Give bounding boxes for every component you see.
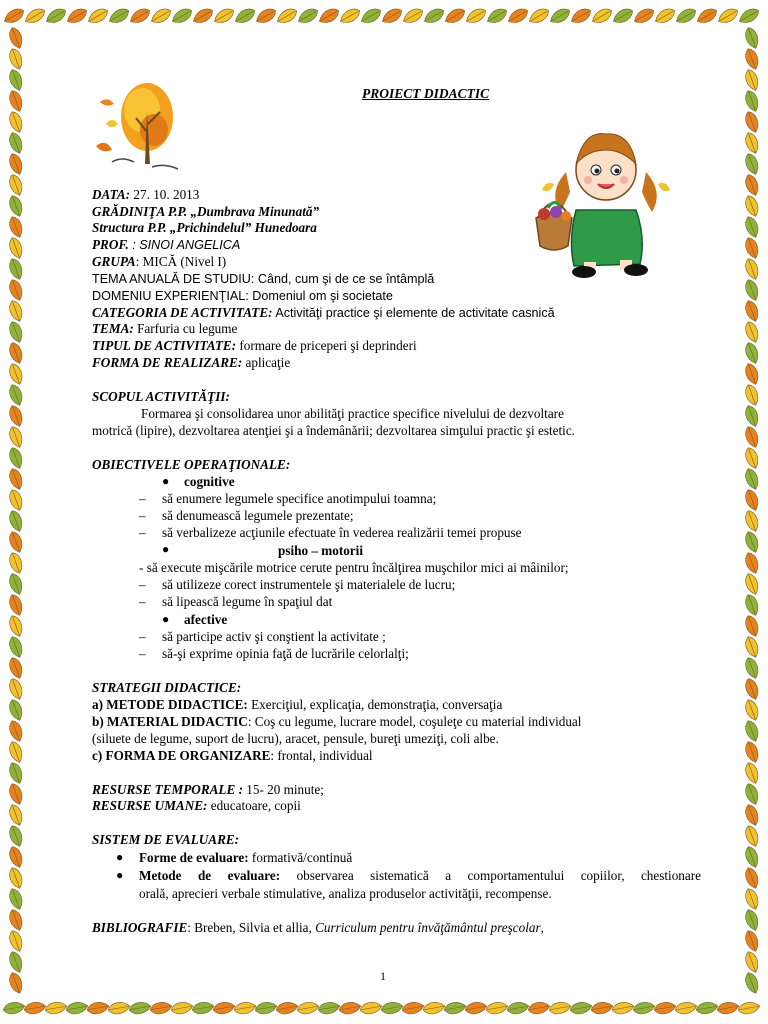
- leaf-icon: [743, 530, 761, 555]
- scope-text-line-1: Formarea şi consolidarea unor abilităţi practice specifice nivelului de dezvoltare: [141, 406, 564, 421]
- leaf-icon: [7, 110, 25, 135]
- leaf-icon: [7, 383, 25, 408]
- objectives-heading: OBIECTIVELE OPERAŢIONALE:: [92, 457, 291, 472]
- leaf-icon: [7, 488, 25, 513]
- leaf-icon: [7, 929, 25, 954]
- leaf-icon: [7, 908, 25, 933]
- leaf-icon: [743, 887, 761, 912]
- leaf-icon: [149, 6, 174, 27]
- leaf-icon: [743, 593, 761, 618]
- leaf-icon: [743, 719, 761, 744]
- leaf-icon: [443, 6, 468, 27]
- leaf-icon: [548, 6, 573, 27]
- activity-type-label: TIPUL DE ACTIVITATE:: [92, 338, 237, 353]
- leaf-icon: [23, 6, 48, 27]
- leaf-icon: [653, 6, 678, 27]
- methods-label: a) METODE DIDACTICE:: [92, 697, 248, 712]
- affective-label: afective: [184, 612, 228, 627]
- teacher-label: PROF.: [92, 237, 129, 252]
- leaf-icon: [7, 950, 25, 975]
- leaf-icon: [128, 1001, 152, 1016]
- leaf-icon: [296, 6, 321, 27]
- leaf-icon: [275, 1001, 299, 1016]
- leaf-icon: [338, 1001, 362, 1016]
- methods-value: Exerciţiul, explicaţia, demonstraţia, conversaţia: [247, 697, 503, 712]
- leaf-icon: [7, 803, 25, 828]
- teacher-value: : SINOI ANGELICA: [128, 238, 241, 252]
- leaf-icon: [506, 6, 531, 27]
- time-resources-line: [92, 782, 324, 798]
- leaf-icon: [7, 131, 25, 156]
- leaf-icon: [7, 698, 25, 723]
- leaf-icon: [7, 47, 25, 72]
- leaf-icon: [191, 6, 216, 27]
- leaf-icon: [743, 950, 761, 975]
- page-number: 1: [380, 969, 386, 983]
- bibliography-title: Curriculum pentru învăţământul preşcolar: [315, 920, 541, 935]
- leaf-icon: [743, 488, 761, 513]
- structure-line: Structura P.P. „Prichindelul” Hunedoara: [92, 220, 317, 235]
- material-line: [92, 714, 581, 730]
- leaf-icon: [7, 635, 25, 660]
- organization-label: c) FORMA DE ORGANIZARE: [92, 748, 271, 763]
- leaf-icon: [233, 1001, 257, 1016]
- leaf-icon: [743, 572, 761, 597]
- leaf-icon: [485, 6, 510, 27]
- leaf-icon: [743, 824, 761, 849]
- autumn-tree-illustration: [92, 72, 188, 172]
- leaf-icon: [7, 215, 25, 240]
- leaf-icon: [743, 383, 761, 408]
- leaf-icon: [317, 6, 342, 27]
- dash-marker: –: [139, 646, 146, 661]
- leaf-icon: [743, 677, 761, 702]
- leaf-icon: [7, 236, 25, 261]
- activity-category-label: CATEGORIA DE ACTIVITATE:: [92, 305, 273, 320]
- psychomotor-label: psiho – motorii: [278, 543, 363, 558]
- leaf-icon: [743, 446, 761, 471]
- leaf-icon: [275, 6, 300, 27]
- leaf-icon: [65, 6, 90, 27]
- leaf-icon: [7, 971, 25, 996]
- evaluation-methods-label: Metode de evaluare:: [139, 868, 281, 883]
- dash-marker: –: [139, 577, 146, 592]
- organization-value: : frontal, individual: [270, 748, 373, 763]
- leaf-icon: [743, 320, 761, 345]
- leaf-icon: [674, 1001, 698, 1016]
- leaf-icon: [7, 761, 25, 786]
- leaf-icon: [7, 278, 25, 303]
- bibliography-label: BIBLIOGRAFIE: [92, 920, 188, 935]
- leaf-icon: [107, 1001, 131, 1016]
- leaf-icon: [743, 551, 761, 576]
- leaf-icon: [44, 6, 69, 27]
- theme-value: Farfuria cu legume: [133, 321, 238, 336]
- leaf-icon: [401, 1001, 425, 1016]
- leaf-icon: [527, 1001, 551, 1016]
- material-label: b) MATERIAL DIDACTIC: [92, 714, 248, 729]
- leaf-icon: [743, 299, 761, 324]
- leaf-icon: [716, 1001, 740, 1016]
- form-line: [92, 355, 290, 371]
- leaf-icon: [743, 845, 761, 870]
- leaf-icon: [7, 572, 25, 597]
- bibliography-line: [92, 920, 544, 936]
- bibliography-tail: ,: [540, 920, 544, 935]
- leaf-icon: [7, 194, 25, 219]
- leaf-icon: [569, 6, 594, 27]
- list-item: să denumească legumele prezentate;: [162, 508, 354, 523]
- leaf-icon: [7, 89, 25, 114]
- leaf-icon: [2, 6, 27, 27]
- leaf-icon: [743, 152, 761, 177]
- evaluation-methods-line: [139, 868, 701, 884]
- leaf-icon: [170, 6, 195, 27]
- leaf-icon: [743, 656, 761, 681]
- leaf-icon: [7, 68, 25, 93]
- leaf-icon: [7, 362, 25, 387]
- leaf-icon: [590, 6, 615, 27]
- leaf-icon: [611, 1001, 635, 1016]
- leaf-icon: [743, 110, 761, 135]
- bullet-icon: ●: [162, 474, 170, 488]
- leaf-icon: [695, 6, 720, 27]
- leaf-icon: [233, 6, 258, 27]
- leaf-icon: [485, 1001, 509, 1016]
- leaf-icon: [254, 6, 279, 27]
- leaf-icon: [743, 362, 761, 387]
- dash-marker: –: [139, 491, 146, 506]
- leaf-icon: [527, 6, 552, 27]
- leaf-icon: [743, 68, 761, 93]
- leaf-icon: [743, 740, 761, 765]
- material-value: : Coş cu legume, lucrare model, coşuleţe cu material individual: [247, 714, 582, 729]
- bullet-icon: ●: [162, 542, 170, 556]
- leaf-icon: [7, 26, 25, 51]
- theme-label: TEMA:: [92, 321, 134, 336]
- dash-marker: –: [139, 629, 146, 644]
- leaf-icon: [191, 1001, 215, 1016]
- leaf-icon: [743, 782, 761, 807]
- leaf-icon: [7, 425, 25, 450]
- leaf-icon: [7, 824, 25, 849]
- evaluation-methods-line-2: orală, aprecieri verbale stimulative, analiza produselor activităţii, recompense.: [139, 886, 552, 901]
- leaf-icon: [7, 866, 25, 891]
- leaf-icon: [743, 425, 761, 450]
- leaf-icon: [7, 887, 25, 912]
- leaf-icon: [743, 635, 761, 660]
- leaf-icon: [7, 173, 25, 198]
- leaf-icon: [743, 698, 761, 723]
- leaf-icon: [464, 6, 489, 27]
- leaf-icon: [653, 1001, 677, 1016]
- leaf-icon: [107, 6, 132, 27]
- group-label: GRUPA: [92, 254, 136, 269]
- leaf-icon: [7, 614, 25, 639]
- leaf-icon: [743, 803, 761, 828]
- leaf-icon: [743, 866, 761, 891]
- leaf-icon: [716, 6, 741, 27]
- experiential-domain-line: DOMENIU EXPERIENŢIAL: Domeniul om şi societate: [92, 289, 393, 303]
- page-title: PROIECT DIDACTIC: [362, 86, 490, 101]
- leaf-icon: [743, 509, 761, 534]
- leaf-icon: [743, 614, 761, 639]
- leaf-icon: [506, 1001, 530, 1016]
- leaf-icon: [743, 929, 761, 954]
- annual-theme-line: TEMA ANUALĂ DE STUDIU: Când, cum şi de ce se întâmplă: [92, 272, 435, 286]
- leaf-icon: [743, 278, 761, 303]
- girl-with-basket-illustration: [526, 122, 686, 282]
- leaf-icon: [674, 6, 699, 27]
- leaf-icon: [632, 1001, 656, 1016]
- leaf-icon: [7, 782, 25, 807]
- dash-marker: –: [139, 508, 146, 523]
- leaf-icon: [743, 173, 761, 198]
- bullet-icon: ●: [162, 612, 170, 626]
- leaf-icon: [7, 320, 25, 345]
- evaluation-heading: SISTEM DE EVALUARE:: [92, 832, 240, 847]
- evaluation-forms-line: [139, 850, 352, 866]
- leaf-icon: [737, 6, 762, 27]
- theme-line: [92, 321, 237, 337]
- leaf-icon: [254, 1001, 278, 1016]
- human-resources-label: RESURSE UMANE:: [92, 798, 208, 813]
- leaf-icon: [569, 1001, 593, 1016]
- leaf-icon: [743, 257, 761, 282]
- leaf-icon: [7, 530, 25, 555]
- leaf-icon: [170, 1001, 194, 1016]
- bullet-icon: ●: [116, 868, 124, 882]
- list-item: - să execute mişcările motrice cerute pentru încălţirea muşchilor mici ai mâinilor;: [139, 560, 569, 575]
- leaf-icon: [338, 6, 363, 27]
- leaf-icon: [296, 1001, 320, 1016]
- leaf-icon: [7, 152, 25, 177]
- evaluation-forms-label: Forme de evaluare:: [139, 850, 249, 865]
- leaf-icon: [743, 404, 761, 429]
- list-item: să lipească legume în spaţiul dat: [162, 594, 333, 609]
- leaf-icon: [86, 6, 111, 27]
- leaf-icon: [743, 215, 761, 240]
- methods-line: [92, 697, 502, 713]
- leaf-icon: [737, 1001, 761, 1016]
- leaf-icon: [7, 551, 25, 576]
- leaf-icon: [7, 341, 25, 366]
- scope-text-line-2: motrică (lipire), dezvoltarea atenţiei şi a îndemânării; dezvoltarea simţului practic şi estetic.: [92, 423, 575, 438]
- form-label: FORMA DE REALIZARE:: [92, 355, 243, 370]
- leaf-icon: [743, 971, 761, 996]
- leaf-icon: [743, 89, 761, 114]
- leaf-icon: [590, 1001, 614, 1016]
- leaf-icon: [743, 908, 761, 933]
- leaf-icon: [128, 6, 153, 27]
- leaf-icon: [359, 1001, 383, 1016]
- leaf-icon: [743, 467, 761, 492]
- leaf-icon: [611, 6, 636, 27]
- list-item: să-şi exprime opinia faţă de lucrările celorlalţi;: [162, 646, 409, 661]
- leaf-icon: [2, 1001, 26, 1016]
- leaf-icon: [7, 719, 25, 744]
- dash-marker: –: [139, 594, 146, 609]
- bibliography-authors: : Breben, Silvia et allia,: [187, 920, 316, 935]
- kindergarten-line: GRĂDINIŢA P.P. „Dumbrava Minunată”: [92, 204, 320, 219]
- leaf-icon: [359, 6, 384, 27]
- leaf-icon: [7, 593, 25, 618]
- group-value: : MICĂ (Nivel I): [135, 254, 227, 269]
- time-resources-value: 15- 20 minute;: [242, 782, 324, 797]
- leaf-icon: [464, 1001, 488, 1016]
- leaf-icon: [317, 1001, 341, 1016]
- form-value: aplicaţie: [242, 355, 291, 370]
- leaf-icon: [548, 1001, 572, 1016]
- list-item: să enumere legumele specifice anotimpului toamna;: [162, 491, 437, 506]
- date-value: 27. 10. 2013: [130, 187, 200, 202]
- leaf-icon: [7, 467, 25, 492]
- leaf-icon: [743, 194, 761, 219]
- leaf-icon: [7, 446, 25, 471]
- leaf-icon: [7, 404, 25, 429]
- leaf-icon: [7, 740, 25, 765]
- list-item: să utilizeze corect instrumentele şi materialele de lucru;: [162, 577, 456, 592]
- leaf-icon: [44, 1001, 68, 1016]
- leaf-icon: [7, 299, 25, 324]
- leaf-icon: [422, 6, 447, 27]
- leaf-icon: [7, 509, 25, 534]
- leaf-icon: [380, 6, 405, 27]
- leaf-icon: [212, 1001, 236, 1016]
- leaf-icon: [743, 26, 761, 51]
- activity-type-line: [92, 338, 417, 354]
- leaf-icon: [743, 341, 761, 366]
- human-resources-value: educatoare, copii: [207, 798, 301, 813]
- list-item: să verbalizeze acţiunile efectuate în vederea realizării temei propuse: [162, 525, 522, 540]
- leaf-icon: [695, 1001, 719, 1016]
- bullet-icon: ●: [116, 850, 124, 864]
- group-line: [92, 254, 226, 270]
- leaf-icon: [23, 1001, 47, 1016]
- leaf-icon: [380, 1001, 404, 1016]
- activity-type-value: formare de priceperi şi deprinderi: [236, 338, 417, 353]
- date-label: DATA:: [92, 187, 131, 202]
- leaf-icon: [65, 1001, 89, 1016]
- activity-category-line: [92, 305, 555, 321]
- activity-category-value: Activităţi practice şi elemente de activitate casnică: [272, 306, 555, 320]
- leaf-icon: [422, 1001, 446, 1016]
- time-resources-label: RESURSE TEMPORALE :: [92, 782, 243, 797]
- evaluation-forms-value: formativă/continuă: [248, 850, 353, 865]
- leaf-icon: [632, 6, 657, 27]
- leaf-icon: [743, 761, 761, 786]
- strategies-heading: STRATEGII DIDACTICE:: [92, 680, 242, 695]
- leaf-icon: [743, 131, 761, 156]
- leaf-icon: [86, 1001, 110, 1016]
- leaf-icon: [443, 1001, 467, 1016]
- dash-marker: –: [139, 525, 146, 540]
- cognitive-label: cognitive: [184, 474, 235, 489]
- list-item: să participe activ şi conştient la activitate ;: [162, 629, 386, 644]
- leaf-icon: [743, 236, 761, 261]
- leaf-icon: [7, 677, 25, 702]
- leaf-icon: [212, 6, 237, 27]
- teacher-line: [92, 237, 240, 253]
- evaluation-methods-value: observarea sistematică a comportamentului copiilor, chestionare: [280, 868, 702, 883]
- date-line: [92, 187, 199, 203]
- leaf-icon: [7, 257, 25, 282]
- leaf-icon: [401, 6, 426, 27]
- leaf-icon: [149, 1001, 173, 1016]
- leaf-icon: [7, 845, 25, 870]
- organization-line: [92, 748, 373, 764]
- scope-heading: SCOPUL ACTIVITĂŢII:: [92, 389, 230, 404]
- material-line-2: (siluete de legume, suport de lucru), aracet, pensule, bureţi umeziţi, coli albe.: [92, 731, 499, 746]
- leaf-icon: [7, 656, 25, 681]
- human-resources-line: [92, 798, 301, 814]
- leaf-icon: [743, 47, 761, 72]
